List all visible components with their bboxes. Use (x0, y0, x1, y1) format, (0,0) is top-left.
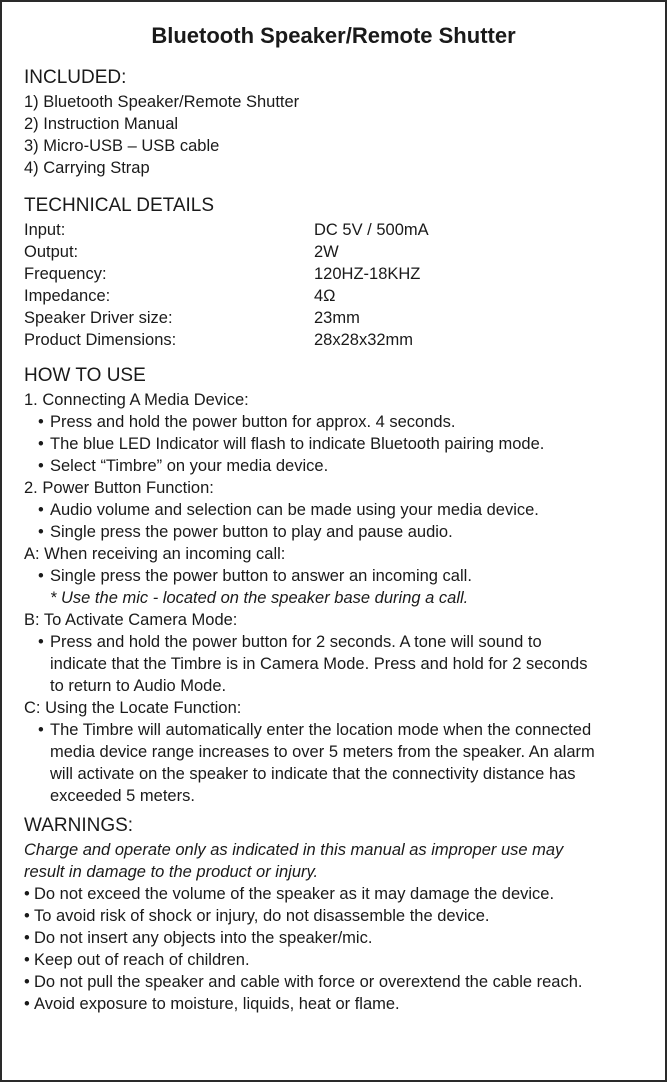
step-title: A: When receiving an incoming call: (24, 545, 286, 563)
spec-row (24, 307, 647, 329)
bullet-text: Select “Timbre” on your media device. (50, 457, 329, 475)
step-bullet (24, 499, 647, 521)
warning-item (24, 927, 647, 949)
step-bullet (24, 565, 647, 587)
warning-text: Do not exceed the volume of the speaker as it may damage the device. (34, 885, 555, 903)
spec-label: Product Dimensions: (24, 331, 177, 349)
bullet-mark: • (38, 457, 44, 475)
step-bullet (24, 719, 647, 741)
step-title: 2. Power Button Function: (24, 479, 214, 497)
warning-item (24, 883, 647, 905)
spec-value: 4Ω (314, 287, 336, 305)
step-title: 1. Connecting A Media Device: (24, 391, 249, 409)
warning-item (24, 993, 647, 1015)
step-bullet (24, 433, 647, 455)
how-to-use-section (24, 364, 647, 807)
spec-label: Input: (24, 221, 66, 239)
bullet-mark: • (24, 973, 30, 991)
warning-item (24, 971, 647, 993)
warnings-heading: WARNINGS: (24, 815, 134, 836)
step-bullet (24, 631, 647, 653)
how-to-use-heading: HOW TO USE (24, 365, 146, 386)
bullet-continuation: exceeded 5 meters. (50, 787, 195, 805)
spec-label: Impedance: (24, 287, 111, 305)
spec-row (24, 263, 647, 285)
warnings-intro: result in damage to the product or injury. (24, 863, 319, 881)
bullet-text: Audio volume and selection can be made using your media device. (50, 501, 539, 519)
included-item: 2) Instruction Manual (24, 115, 179, 133)
bullet-mark: • (24, 885, 30, 903)
included-section (24, 66, 647, 179)
warning-item (24, 949, 647, 971)
included-item: 1) Bluetooth Speaker/Remote Shutter (24, 93, 300, 111)
bullet-mark: • (38, 501, 44, 519)
bullet-continuation: indicate that the Timbre is in Camera Mode. Press and hold for 2 seconds (50, 655, 588, 673)
bullet-text: Press and hold the power button for approx. 4 seconds. (50, 413, 456, 431)
bullet-mark: • (38, 413, 44, 431)
bullet-text: The blue LED Indicator will flash to indicate Bluetooth pairing mode. (50, 435, 545, 453)
bullet-mark: • (24, 929, 30, 947)
technical-heading: TECHNICAL DETAILS (24, 195, 215, 216)
included-item: 3) Micro-USB – USB cable (24, 137, 220, 155)
bullet-mark: • (38, 721, 44, 739)
included-item: 4) Carrying Strap (24, 159, 150, 177)
warning-text: Do not pull the speaker and cable with force or overextend the cable reach. (34, 973, 583, 991)
spec-value: 23mm (314, 309, 360, 327)
spec-label: Frequency: (24, 265, 107, 283)
page-title: Bluetooth Speaker/Remote Shutter (151, 23, 516, 48)
bullet-mark: • (24, 907, 30, 925)
bullet-text: Single press the power button to play and pause audio. (50, 523, 453, 541)
technical-section (24, 194, 647, 351)
warning-item (24, 905, 647, 927)
bullet-mark: • (24, 951, 30, 969)
step-bullet (24, 521, 647, 543)
bullet-text: Press and hold the power button for 2 seconds. A tone will sound to (50, 633, 542, 651)
bullet-mark: • (38, 633, 44, 651)
step-title: C: Using the Locate Function: (24, 699, 242, 717)
bullet-continuation: will activate on the speaker to indicate that the connectivity distance has (50, 765, 576, 783)
warnings-section (24, 814, 647, 1015)
warning-text: Avoid exposure to moisture, liquids, heat or flame. (34, 995, 400, 1013)
spec-row (24, 285, 647, 307)
step-title: B: To Activate Camera Mode: (24, 611, 238, 629)
bullet-mark: • (38, 567, 44, 585)
bullet-text: Single press the power button to answer an incoming call. (50, 567, 472, 585)
spec-row (24, 241, 647, 263)
warning-text: Do not insert any objects into the speaker/mic. (34, 929, 373, 947)
bullet-mark: • (24, 995, 30, 1013)
included-heading: INCLUDED: (24, 67, 127, 88)
step-bullet (24, 455, 647, 477)
bullet-continuation: to return to Audio Mode. (50, 677, 227, 695)
spec-value: DC 5V / 500mA (314, 221, 429, 239)
warning-text: To avoid risk of shock or injury, do not disassemble the device. (34, 907, 490, 925)
bullet-mark: • (38, 523, 44, 541)
spec-label: Speaker Driver size: (24, 309, 173, 327)
spec-row (24, 329, 647, 351)
spec-row (24, 219, 647, 241)
bullet-mark: • (38, 435, 44, 453)
spec-value: 2W (314, 243, 339, 261)
warning-text: Keep out of reach of children. (34, 951, 250, 969)
bullet-text: The Timbre will automatically enter the location mode when the connected (50, 721, 592, 739)
warnings-intro: Charge and operate only as indicated in this manual as improper use may (24, 841, 564, 859)
bullet-continuation: media device range increases to over 5 meters from the speaker. An alarm (50, 743, 595, 761)
step-bullet (24, 411, 647, 433)
spec-value: 28x28x32mm (314, 331, 414, 349)
spec-value: 120HZ-18KHZ (314, 265, 421, 283)
spec-label: Output: (24, 243, 79, 261)
step-note: * Use the mic - located on the speaker base during a call. (50, 589, 469, 607)
